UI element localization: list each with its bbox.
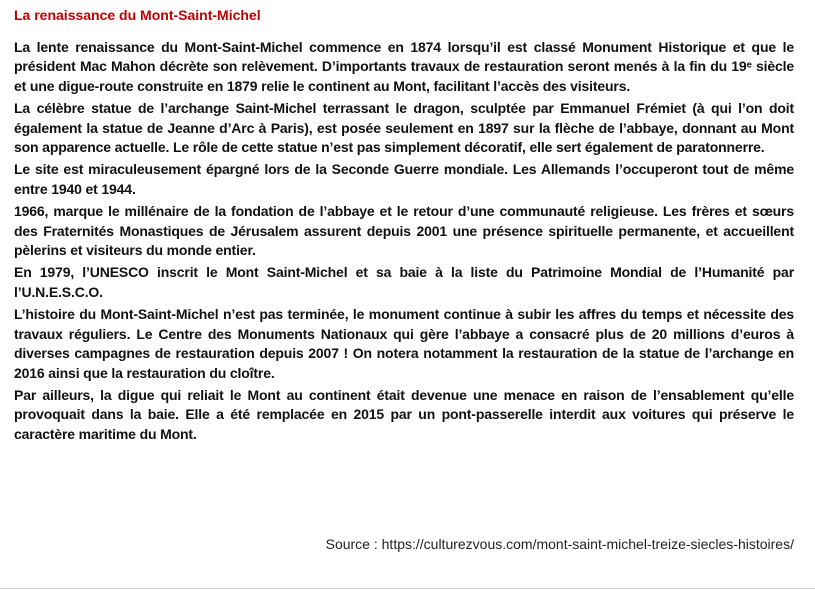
paragraph-7: Par ailleurs, la digue qui reliait le Mont au continent était devenue une menace en raison de l’ensablement qu’elle provoquait dans la baie. Elle a été remplacée en 2015 par un pont-passerelle interdit aux voitures qui préserve le caractère maritime du Mont. (14, 386, 794, 442)
paragraph-1: La lente renaissance du Mont-Saint-Michel commence en 1874 lorsqu’il est classé Monument Historique et que le président Mac Mahon décrète son relèvement. D’importants travaux de restauration seront menés à la fin du 19ᵉ siècle et une digue-route construite en 1879 relie le continent au Mont, facilitant l’accès des visiteurs. (14, 39, 794, 94)
document-title: La renaissance du Mont-Saint-Michel (14, 7, 261, 23)
paragraph-6: L’histoire du Mont-Saint-Michel n’est pas terminée, le monument continue à subir les affres du temps et nécessite des travaux réguliers. Le Centre des Monuments Nationaux qui gère l’abbaye a consacré plus de 20 millions d’euros à diverses campagnes de restauration depuis 2007 ! On notera notamment la restauration de la statue de l’archange en 2016 ainsi que la restauration du cloître. (14, 306, 794, 381)
paragraph-5: En 1979, l’UNESCO inscrit le Mont Saint-Michel et sa baie à la liste du Patrimoine Mondial de l’Humanité par l’U.N.E.S.C.O. (14, 264, 794, 300)
paragraph-4: 1966, marque le millénaire de la fondation de l’abbaye et le retour d’une communauté religieuse. Les frères et sœurs des Fraternités Monastiques de Jérusalem assurent depuis 2001 une présence spirituelle permanente, et accueillent pèlerins et visiteurs du monde entier. (14, 203, 794, 259)
document-page (14, 6, 794, 447)
document-body (14, 38, 794, 444)
paragraph-3: Le site est miraculeusement épargné lors de la Seconde Guerre mondiale. Les Allemands l’occuperont tout de même entre 1940 et 1944. (14, 161, 794, 197)
source-citation: Source : https://culturezvous.com/mont-saint-michel-treize-siecles-histoires/ (325, 536, 794, 552)
paragraph-2: La célèbre statue de l’archange Saint-Michel terrassant le dragon, sculptée par Emmanuel Frémiet (à qui l’on doit également la statue de Jeanne d’Arc à Paris), est posée seulement en 1897 sur la flèche de l’abbaye, donnant au Mont son apparence actuelle. Le rôle de cette statue n’est pas simplement décoratif, elle sert également de paratonnerre. (14, 100, 794, 156)
bottom-divider (0, 588, 815, 589)
